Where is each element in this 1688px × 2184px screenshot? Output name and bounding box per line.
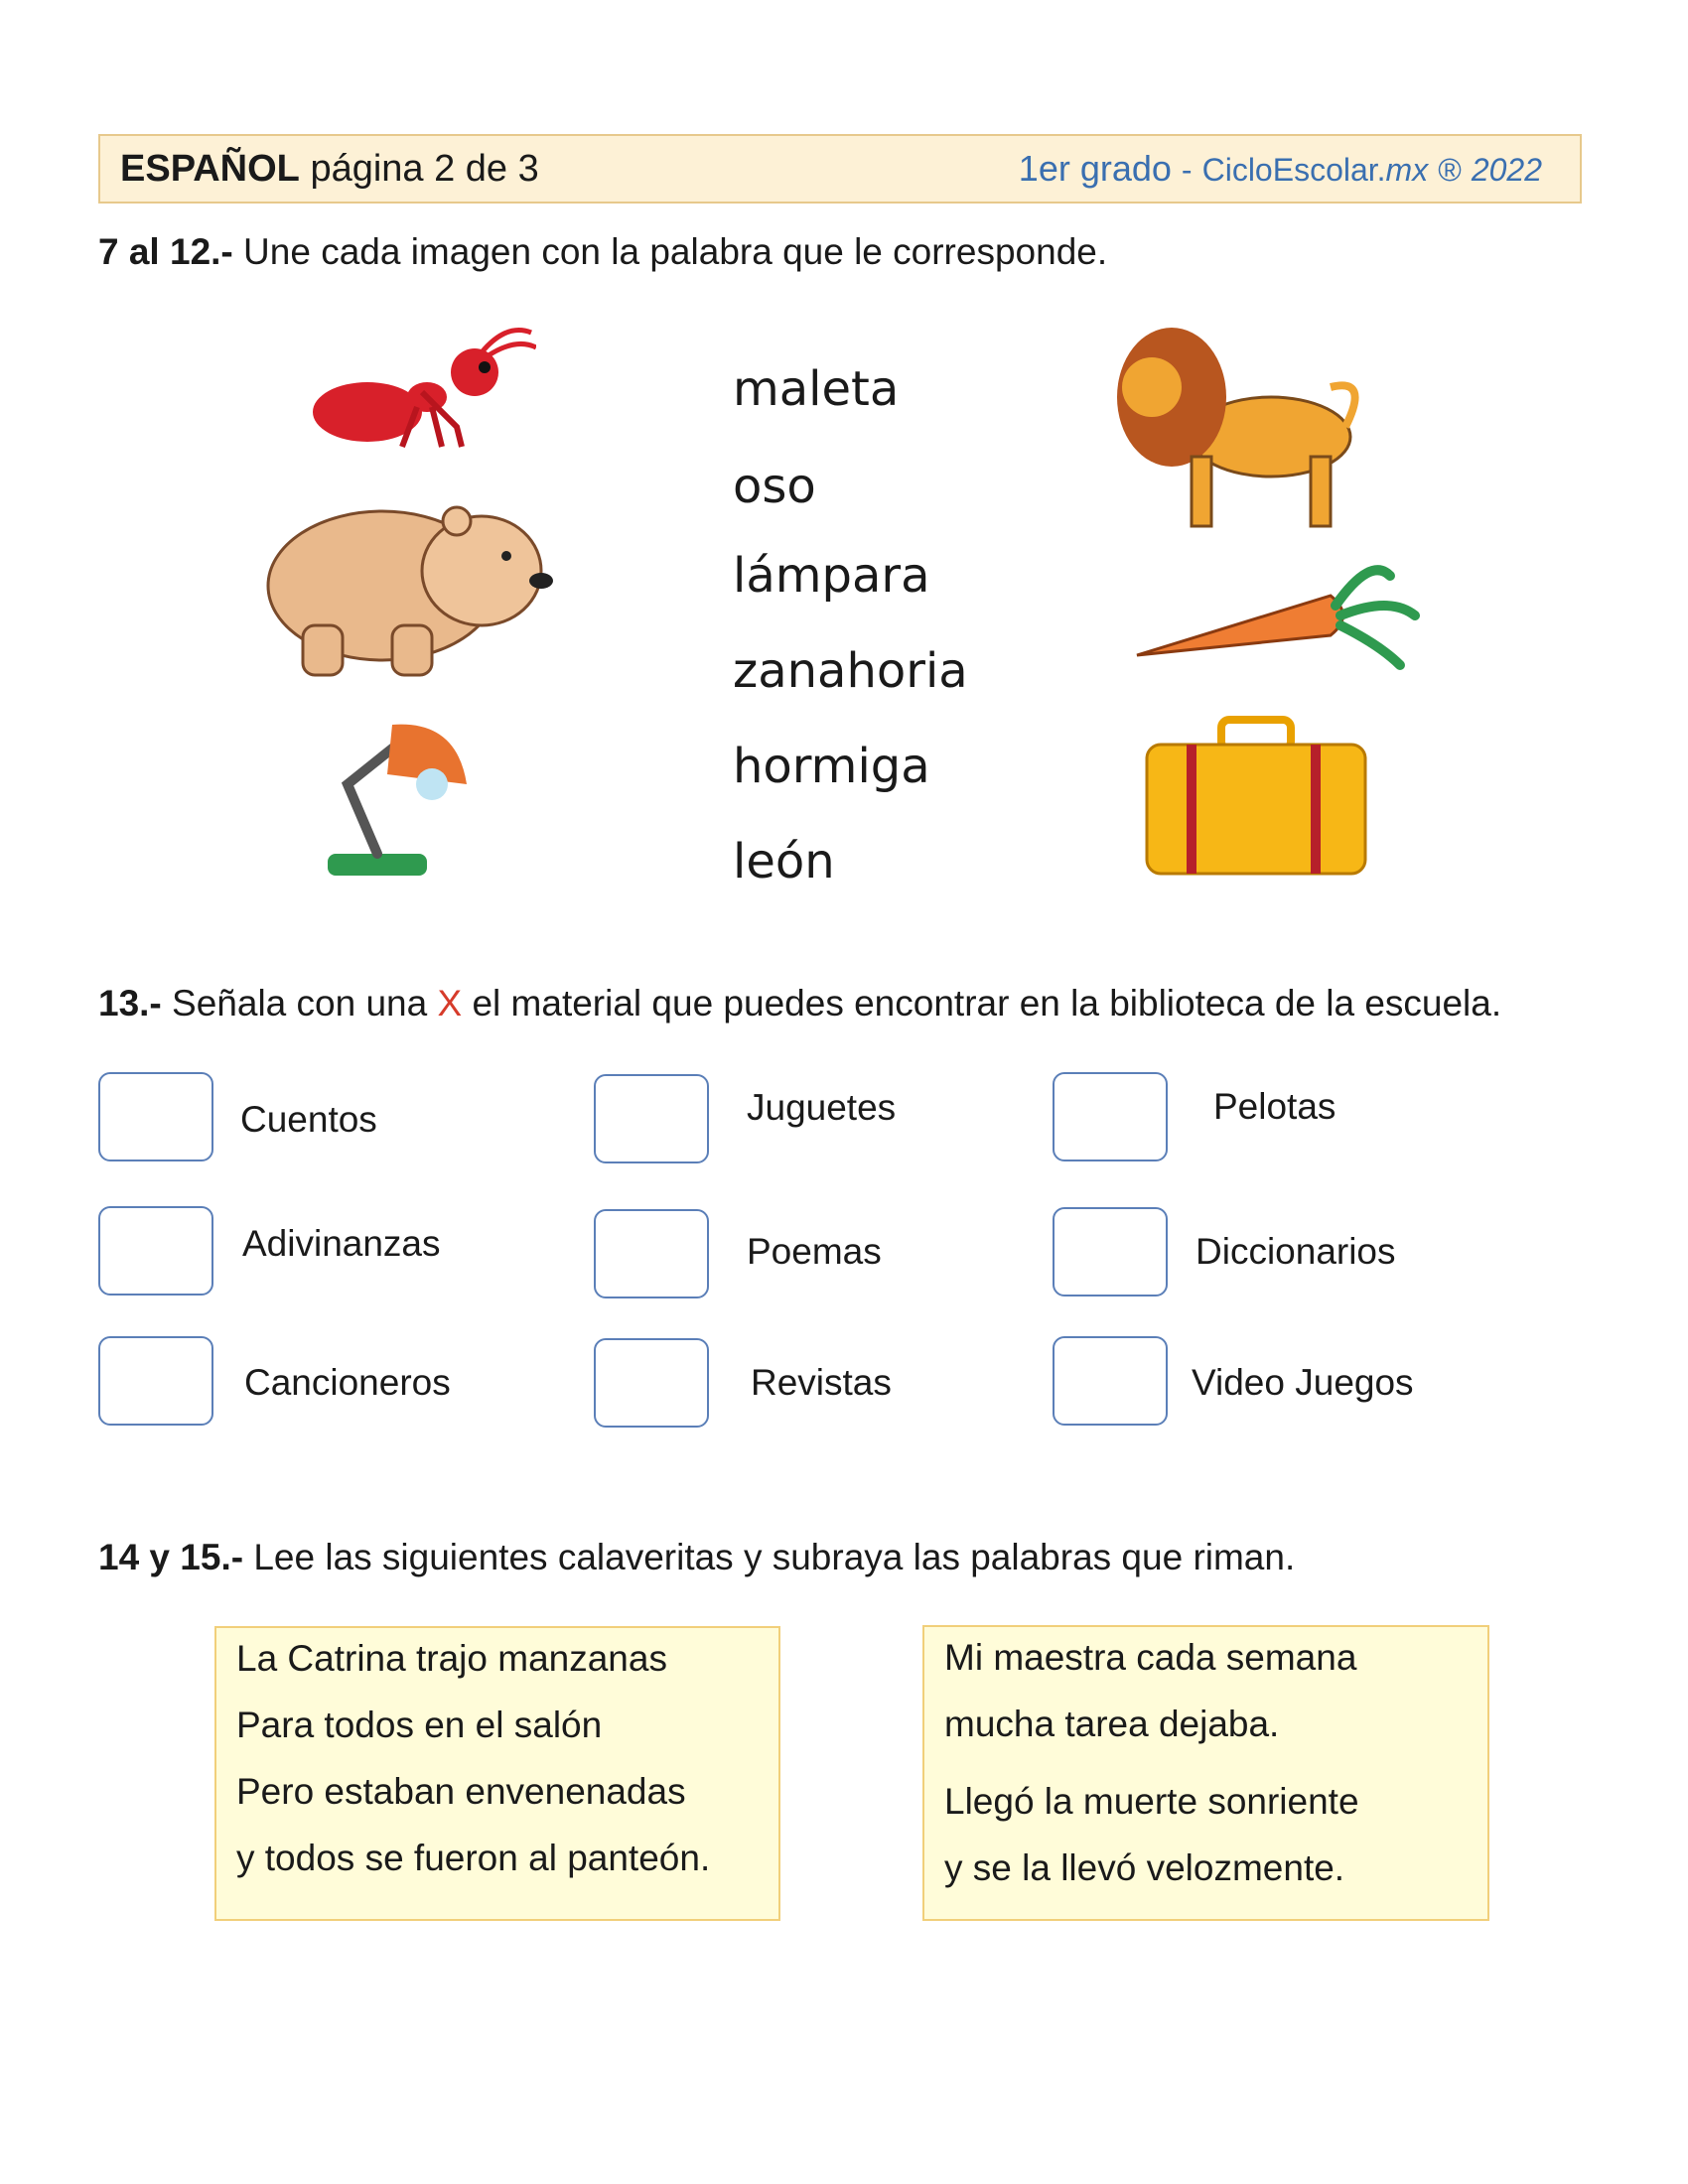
lion-icon bbox=[1112, 318, 1370, 536]
word-item: oso bbox=[733, 459, 816, 514]
question-text: Lee las siguientes calaveritas y subraya las palabras que riman. bbox=[253, 1537, 1296, 1577]
header-brand bbox=[1019, 148, 1542, 190]
year-label: 2022 bbox=[1471, 152, 1542, 188]
question-7-12 bbox=[98, 231, 1107, 273]
question-text-after: el material que puedes encontrar en la biblioteca de la escuela. bbox=[472, 983, 1502, 1024]
checkbox-adivinanzas[interactable] bbox=[98, 1206, 213, 1296]
registered-mark: ® bbox=[1438, 152, 1462, 188]
poem-box-2 bbox=[922, 1625, 1489, 1921]
checkbox-video-juegos[interactable] bbox=[1053, 1336, 1168, 1426]
checkbox-pelotas[interactable] bbox=[1053, 1072, 1168, 1161]
poem-line: y se la llevó velozmente. bbox=[944, 1847, 1345, 1888]
header-subject bbox=[120, 148, 539, 191]
suitcase-icon bbox=[1142, 715, 1370, 884]
poem-line: Pero estaban envenenadas bbox=[236, 1771, 686, 1812]
question-number: 13.- bbox=[98, 983, 162, 1024]
question-14-15 bbox=[98, 1537, 1295, 1578]
option-label: Pelotas bbox=[1213, 1086, 1336, 1127]
question-number: 7 al 12.- bbox=[98, 231, 233, 272]
poem-line: mucha tarea dejaba. bbox=[944, 1704, 1280, 1744]
site-name: CicloEscolar. bbox=[1201, 152, 1386, 188]
poem-box-1 bbox=[214, 1626, 780, 1921]
question-text-before: Señala con una bbox=[172, 983, 428, 1024]
checkbox-poemas[interactable] bbox=[594, 1209, 709, 1298]
poem-line: y todos se fueron al panteón. bbox=[236, 1838, 711, 1878]
grade-label: 1er grado bbox=[1018, 148, 1172, 189]
site-ext: mx bbox=[1385, 152, 1429, 188]
poem-line: Mi maestra cada semana bbox=[944, 1637, 1357, 1678]
carrot-icon bbox=[1132, 556, 1420, 675]
option-label: Cuentos bbox=[240, 1099, 377, 1140]
option-label: Video Juegos bbox=[1192, 1362, 1414, 1403]
checkbox-juguetes[interactable] bbox=[594, 1074, 709, 1163]
word-item: león bbox=[733, 834, 835, 889]
word-item: maleta bbox=[733, 361, 900, 417]
option-label: Revistas bbox=[751, 1362, 892, 1403]
question-13 bbox=[98, 983, 1501, 1024]
poem-line: La Catrina trajo manzanas bbox=[236, 1638, 667, 1679]
question-text: Une cada imagen con la palabra que le corresponde. bbox=[243, 231, 1108, 272]
option-label: Diccionarios bbox=[1196, 1231, 1396, 1272]
option-label: Adivinanzas bbox=[242, 1223, 441, 1264]
option-label: Juguetes bbox=[747, 1087, 897, 1128]
x-mark-label: X bbox=[437, 983, 463, 1024]
subject-name: ESPAÑOL bbox=[120, 148, 300, 190]
option-label: Cancioneros bbox=[244, 1362, 451, 1403]
poem-line: Para todos en el salón bbox=[236, 1705, 603, 1745]
page-indicator: página 2 de 3 bbox=[310, 148, 539, 190]
word-item: zanahoria bbox=[733, 643, 968, 699]
poem-line: Llegó la muerte sonriente bbox=[944, 1781, 1359, 1822]
bear-icon bbox=[263, 477, 561, 685]
checkbox-cancioneros[interactable] bbox=[98, 1336, 213, 1426]
page-header bbox=[98, 134, 1582, 204]
brand-separator: - bbox=[1181, 152, 1193, 188]
question-number: 14 y 15.- bbox=[98, 1537, 244, 1577]
lamp-icon bbox=[318, 715, 477, 884]
checkbox-diccionarios[interactable] bbox=[1053, 1207, 1168, 1297]
checkbox-revistas[interactable] bbox=[594, 1338, 709, 1428]
option-label: Poemas bbox=[747, 1231, 882, 1272]
ant-icon bbox=[308, 318, 536, 457]
checkbox-cuentos[interactable] bbox=[98, 1072, 213, 1161]
word-item: lámpara bbox=[733, 548, 930, 604]
word-item: hormiga bbox=[733, 739, 930, 794]
